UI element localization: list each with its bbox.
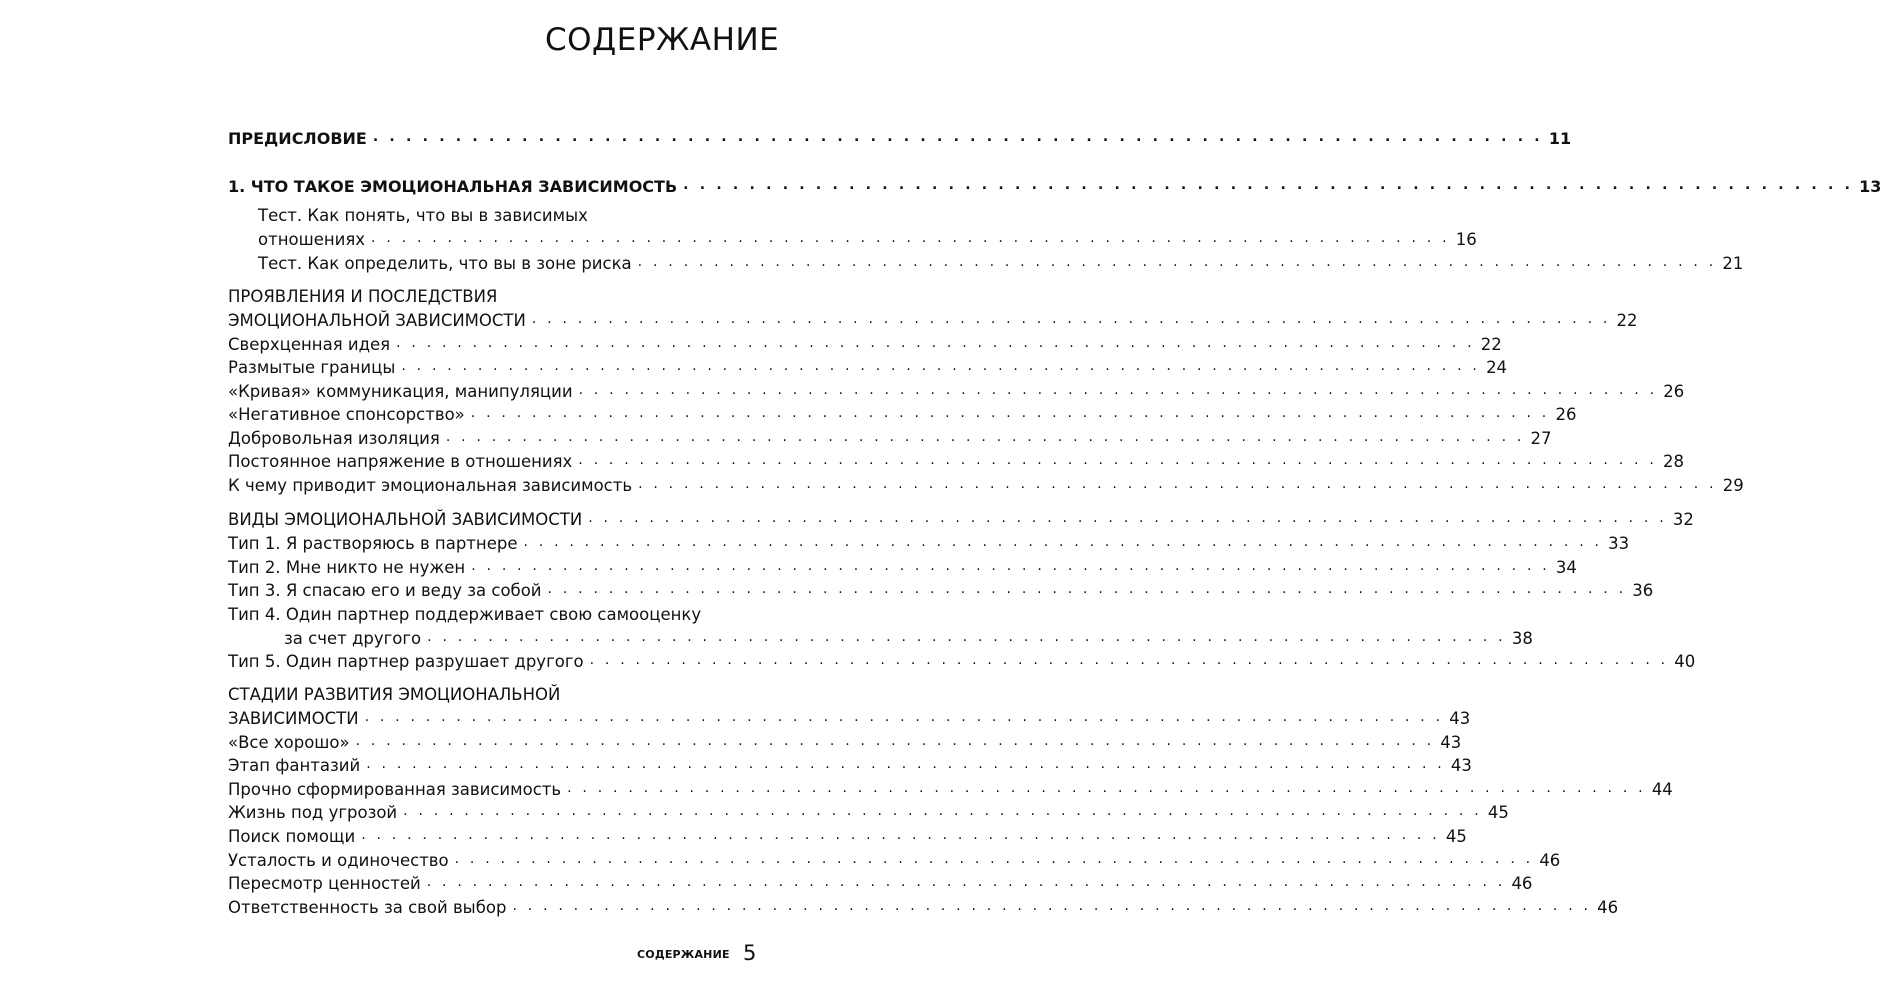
toc-entry-label: отношениях bbox=[258, 230, 366, 249]
toc-entry-page: 33 bbox=[1608, 534, 1630, 553]
toc-entry-page: 45 bbox=[1445, 827, 1467, 846]
toc-entry-page: 44 bbox=[1651, 780, 1673, 799]
toc-entry[interactable] bbox=[228, 447, 1684, 471]
toc-entry[interactable] bbox=[228, 751, 1472, 775]
toc-entry-label: Размытые границы bbox=[228, 358, 396, 377]
toc-entry-label: ПРЕДИСЛОВИЕ bbox=[228, 129, 367, 148]
toc-entry-label: Усталость и одиночество bbox=[228, 851, 449, 870]
toc-entry-label: Ответственность за свой выбор bbox=[228, 898, 507, 917]
toc-entry-label: за счет другого bbox=[284, 629, 422, 648]
dot-leader: . . . . . . . . . . . . . . . . . . . . . . . . . . . . . . . . . . . . . . . . . . . . . . . . . . . . . . . . . . . . . . . . . . . . . . . bbox=[683, 177, 1854, 193]
dot-leader: . . . . . . . . . . . . . . . . . . . . . . . . . . . . . . . . . . . . . . . . . . . . . . . . . . . . . . . . . . . . . . . . . . . . . . . bbox=[567, 780, 1646, 796]
toc-entry-label: «Все хорошо» bbox=[228, 733, 350, 752]
toc-entry-label: Жизнь под угрозой bbox=[228, 803, 398, 822]
dot-leader: . . . . . . . . . . . . . . . . . . . . . . . . . . . . . . . . . . . . . . . . . . . . . . . . . . . . . . . . . . . . . . . . . . . . . . . bbox=[638, 476, 1717, 492]
dot-leader: . . . . . . . . . . . . . . . . . . . . . . . . . . . . . . . . . . . . . . . . . . . . . . . . . . . . . . . . . . . . . . . . . . . . . . . bbox=[372, 129, 1543, 145]
toc-entry-label: ВИДЫ ЭМОЦИОНАЛЬНОЙ ЗАВИСИМОСТИ bbox=[228, 510, 583, 529]
toc-entry[interactable] bbox=[228, 471, 1744, 495]
dot-leader: . . . . . . . . . . . . . . . . . . . . . . . . . . . . . . . . . . . . . . . . . . . . . . . . . . . . . . . . . . . . . . . . . . . . . . . bbox=[471, 558, 1550, 574]
toc-entry-label: Тип 2. Мне никто не нужен bbox=[228, 558, 466, 577]
toc-entry[interactable] bbox=[228, 869, 1533, 893]
toc-entry[interactable] bbox=[228, 529, 1630, 553]
toc-entry[interactable] bbox=[228, 775, 1673, 799]
toc-entry-label-line1: СТАДИИ РАЗВИТИЯ ЭМОЦИОНАЛЬНОЙ bbox=[228, 685, 561, 704]
toc-entry-page: 38 bbox=[1511, 629, 1533, 648]
dot-leader: . . . . . . . . . . . . . . . . . . . . . . . . . . . . . . . . . . . . . . . . . . . . . . . . . . . . . . . . . . . . . . . . . . . . . . . bbox=[371, 230, 1450, 246]
toc-entry-page: 32 bbox=[1672, 510, 1694, 529]
toc-entry-label: Сверхценная идея bbox=[228, 335, 391, 354]
toc-entry-label: Тип 3. Я спасаю его и веду за собой bbox=[228, 581, 542, 600]
toc-entry-page: 43 bbox=[1450, 756, 1472, 775]
toc-entry-label: Тип 1. Я растворяюсь в партнере bbox=[228, 534, 518, 553]
toc-entry-label: Постоянное напряжение в отношениях bbox=[228, 452, 573, 471]
toc-entry-label: 1. ЧТО ТАКОЕ ЭМОЦИОНАЛЬНАЯ ЗАВИСИМОСТЬ bbox=[228, 177, 678, 196]
toc-entry-page: 26 bbox=[1555, 405, 1577, 424]
toc-entry-stages[interactable] bbox=[228, 704, 1471, 728]
toc-entry[interactable] bbox=[228, 647, 1696, 671]
toc-entry-page: 40 bbox=[1674, 652, 1696, 671]
toc-entry[interactable] bbox=[228, 553, 1577, 577]
dot-leader: . . . . . . . . . . . . . . . . . . . . . . . . . . . . . . . . . . . . . . . . . . . . . . . . . . . . . . . . . . . . . . . . . . . . . . . bbox=[578, 452, 1657, 468]
toc-entry[interactable] bbox=[228, 377, 1685, 401]
toc-entry-page: 13 bbox=[1859, 177, 1881, 196]
toc-entry[interactable] bbox=[228, 846, 1561, 870]
dot-leader: . . . . . . . . . . . . . . . . . . . . . . . . . . . . . . . . . . . . . . . . . . . . . . . . . . . . . . . . . . . . . . . . . . . . . . . bbox=[361, 827, 1440, 843]
toc-entry-label: Тип 5. Один партнер разрушает другого bbox=[228, 652, 584, 671]
dot-leader: . . . . . . . . . . . . . . . . . . . . . . . . . . . . . . . . . . . . . . . . . . . . . . . . . . . . . . . . . . . . . . . . . . . . . . . bbox=[401, 358, 1481, 374]
toc-entry[interactable] bbox=[228, 798, 1509, 822]
dot-leader: . . . . . . . . . . . . . . . . . . . . . . . . . . . . . . . . . . . . . . . . . . . . . . . . . . . . . . . . . . . . . . . . . . . . . . . bbox=[470, 405, 1550, 421]
toc-entry[interactable] bbox=[228, 424, 1552, 448]
dot-leader: . . . . . . . . . . . . . . . . . . . . . . . . . . . . . . . . . . . . . . . . . . . . . . . . . . . . . . . . . . . . . . . . . . . . . . . bbox=[403, 803, 1482, 819]
toc-entry-manifestations[interactable] bbox=[228, 306, 1638, 330]
toc-entry-page: 46 bbox=[1597, 898, 1619, 917]
toc-entry[interactable] bbox=[228, 353, 1508, 377]
toc-entry-page: 28 bbox=[1662, 452, 1684, 471]
toc-entry-page: 22 bbox=[1616, 311, 1638, 330]
toc-entry-label: Пересмотр ценностей bbox=[228, 874, 421, 893]
toc-entry[interactable] bbox=[228, 400, 1577, 424]
toc-entry-page: 43 bbox=[1440, 733, 1462, 752]
toc-entry-test-risk[interactable] bbox=[258, 249, 1744, 273]
dot-leader: . . . . . . . . . . . . . . . . . . . . . . . . . . . . . . . . . . . . . . . . . . . . . . . . . . . . . . . . . . . . . . . . . . . . . . . bbox=[589, 652, 1669, 668]
toc-entry-label: Добровольная изоляция bbox=[228, 429, 440, 448]
toc-entry-page: 16 bbox=[1455, 230, 1477, 249]
toc-entry-page: 46 bbox=[1511, 874, 1533, 893]
dot-leader: . . . . . . . . . . . . . . . . . . . . . . . . . . . . . . . . . . . . . . . . . . . . . . . . . . . . . . . . . . . . . . . . . . . . . . . bbox=[547, 581, 1627, 597]
toc-entry-page: 29 bbox=[1722, 476, 1744, 495]
toc-entry-page: 22 bbox=[1480, 335, 1502, 354]
dot-leader: . . . . . . . . . . . . . . . . . . . . . . . . . . . . . . . . . . . . . . . . . . . . . . . . . . . . . . . . . . . . . . . . . . . . . . . bbox=[531, 311, 1611, 327]
toc-entry-label: Этап фантазий bbox=[228, 756, 361, 775]
toc-entry-page: 11 bbox=[1548, 129, 1572, 148]
toc-entry-page: 45 bbox=[1487, 803, 1509, 822]
dot-leader: . . . . . . . . . . . . . . . . . . . . . . . . . . . . . . . . . . . . . . . . . . . . . . . . . . . . . . . . . . . . . . . . . . . . . . . bbox=[523, 534, 1603, 550]
toc-entry-label-line1: Тест. Как понять, что вы в зависимых bbox=[258, 206, 588, 225]
toc-entry[interactable] bbox=[228, 330, 1502, 354]
dot-leader: . . . . . . . . . . . . . . . . . . . . . . . . . . . . . . . . . . . . . . . . . . . . . . . . . . . . . . . . . . . . . . . . . . . . . . . bbox=[396, 335, 1475, 351]
toc-entry-page: 36 bbox=[1632, 581, 1654, 600]
page-title: СОДЕРЖАНИЕ bbox=[545, 22, 780, 58]
toc-entry-page: 21 bbox=[1722, 254, 1744, 273]
toc-entry-label-line1: Тип 4. Один партнер поддерживает свою самооценку bbox=[228, 605, 702, 624]
dot-leader: . . . . . . . . . . . . . . . . . . . . . . . . . . . . . . . . . . . . . . . . . . . . . . . . . . . . . . . . . . . . . . . . . . . . . . . bbox=[454, 851, 1534, 867]
dot-leader: . . . . . . . . . . . . . . . . . . . . . . . . . . . . . . . . . . . . . . . . . . . . . . . . . . . . . . . . . . . . . . . . . . . . . . . bbox=[637, 254, 1717, 270]
toc-entry[interactable] bbox=[228, 822, 1467, 846]
toc-entry-label: Тест. Как определить, что вы в зоне риска bbox=[258, 254, 632, 273]
toc-entry-page: 26 bbox=[1663, 382, 1685, 401]
toc-entry-page: 43 bbox=[1449, 709, 1471, 728]
dot-leader: . . . . . . . . . . . . . . . . . . . . . . . . . . . . . . . . . . . . . . . . . . . . . . . . . . . . . . . . . . . . . . . . . . . . . . . bbox=[427, 629, 1506, 645]
toc-entry-label: Прочно сформированная зависимость bbox=[228, 780, 562, 799]
dot-leader: . . . . . . . . . . . . . . . . . . . . . . . . . . . . . . . . . . . . . . . . . . . . . . . . . . . . . . . . . . . . . . . . . . . . . . . bbox=[578, 382, 1658, 398]
toc-entry[interactable] bbox=[228, 728, 1462, 752]
page-number: 5 bbox=[743, 941, 757, 965]
toc-entry-page: 34 bbox=[1555, 558, 1577, 577]
toc-entry-label: Поиск помощи bbox=[228, 827, 356, 846]
dot-leader: . . . . . . . . . . . . . . . . . . . . . . . . . . . . . . . . . . . . . . . . . . . . . . . . . . . . . . . . . . . . . . . . . . . . . . . bbox=[426, 874, 1506, 890]
toc-entry-label: ЭМОЦИОНАЛЬНОЙ ЗАВИСИМОСТИ bbox=[228, 311, 526, 330]
toc-entry-label-line1: ПРОЯВЛЕНИЯ И ПОСЛЕДСТВИЯ bbox=[228, 287, 498, 306]
toc-entry-type-4[interactable] bbox=[284, 624, 1533, 648]
toc-entry-label: К чему приводит эмоциональная зависимость bbox=[228, 476, 633, 495]
dot-leader: . . . . . . . . . . . . . . . . . . . . . . . . . . . . . . . . . . . . . . . . . . . . . . . . . . . . . . . . . . . . . . . . . . . . . . . bbox=[364, 709, 1444, 725]
toc-entry-test-dependent[interactable] bbox=[258, 225, 1477, 249]
toc-entry-label: «Кривая» коммуникация, манипуляции bbox=[228, 382, 573, 401]
dot-leader: . . . . . . . . . . . . . . . . . . . . . . . . . . . . . . . . . . . . . . . . . . . . . . . . . . . . . . . . . . . . . . . . . . . . . . . bbox=[588, 510, 1667, 526]
toc-entry-chapter-1[interactable] bbox=[228, 172, 1881, 196]
toc-entry-preface[interactable] bbox=[228, 124, 1572, 148]
toc-entry-label: «Негативное спонсорство» bbox=[228, 405, 465, 424]
dot-leader: . . . . . . . . . . . . . . . . . . . . . . . . . . . . . . . . . . . . . . . . . . . . . . . . . . . . . . . . . . . . . . . . . . . . . . . bbox=[512, 898, 1592, 914]
toc-entry-page: 27 bbox=[1530, 429, 1552, 448]
toc-entry-label: ЗАВИСИМОСТИ bbox=[228, 709, 359, 728]
dot-leader: . . . . . . . . . . . . . . . . . . . . . . . . . . . . . . . . . . . . . . . . . . . . . . . . . . . . . . . . . . . . . . . . . . . . . . . bbox=[355, 733, 1435, 749]
toc-entry-types[interactable] bbox=[228, 505, 1694, 529]
toc-entry[interactable] bbox=[228, 893, 1619, 917]
dot-leader: . . . . . . . . . . . . . . . . . . . . . . . . . . . . . . . . . . . . . . . . . . . . . . . . . . . . . . . . . . . . . . . . . . . . . . . bbox=[445, 429, 1525, 445]
toc-entry[interactable] bbox=[228, 576, 1654, 600]
toc-entry-page: 46 bbox=[1539, 851, 1561, 870]
toc-entry-page: 24 bbox=[1486, 358, 1508, 377]
running-footer-section: СОДЕРЖАНИЕ bbox=[637, 948, 730, 961]
dot-leader: . . . . . . . . . . . . . . . . . . . . . . . . . . . . . . . . . . . . . . . . . . . . . . . . . . . . . . . . . . . . . . . . . . . . . . . bbox=[366, 756, 1445, 772]
